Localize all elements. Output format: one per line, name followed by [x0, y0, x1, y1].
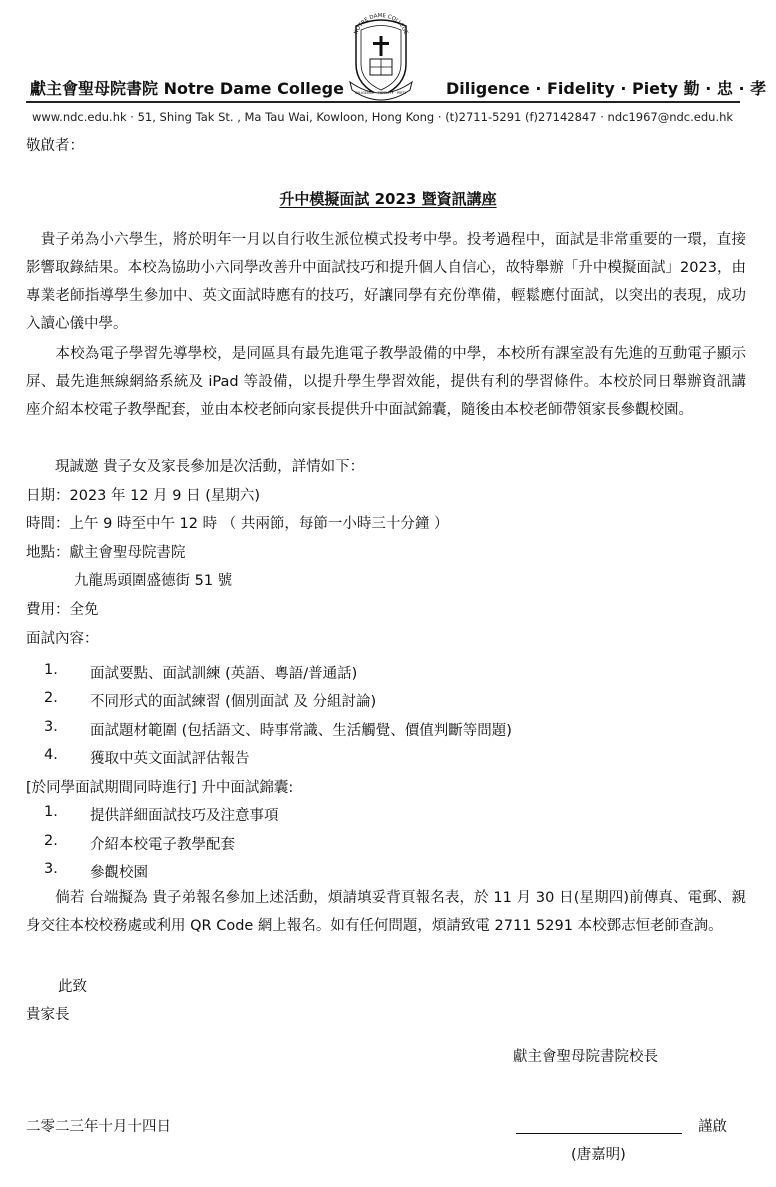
letter-title: 升中模擬面試 2023 暨資訊講座	[279, 190, 497, 208]
registration-paragraph: 倘若 台端擬為 貴子弟報名參加上述活動，煩請填妥背頁報名表，於 11 月 30 日(星期四)前傳真、電郵、親身交往本校校務處或利用 QR Code 網上報名。如有任何問題，煩請致電 2711 5291 本校鄧志恒老師查詢。	[26, 890, 746, 934]
parallel-item-number: 3.	[44, 861, 58, 877]
header-divider	[26, 101, 740, 103]
content-item: 面試要點、面試訓練 (英語、粵語/普通話)	[90, 666, 358, 682]
sender-title: 獻主會聖母院書院校長	[513, 1049, 658, 1065]
event-venue: 地點：獻主會聖母院書院	[26, 545, 186, 561]
invitation-line: 現誠邀 貴子女及家長參加是次活動，詳情如下：	[26, 459, 365, 475]
issue-date: 二零二三年十月十四日	[26, 1119, 171, 1135]
school-name: 獻主會聖母院書院 Notre Dame College	[30, 79, 344, 98]
parallel-item-number: 2.	[44, 833, 58, 849]
signature-line	[516, 1133, 682, 1134]
parallel-item: 介紹本校電子教學配套	[90, 837, 235, 853]
event-fee: 費用：全免	[26, 602, 99, 618]
content-item: 獲取中英文面試評估報告	[90, 751, 250, 767]
event-date: 日期：2023 年 12 月 9 日 (星期六)	[26, 488, 261, 504]
elearning-paragraph: 本校為電子學習先導學校，是同區具有最先進電子教學設備的中學，本校所有課室設有先進的互動電子顯示屏、最先進無線網絡系統及 iPad 等設備，以提升學生學習效能，提供有利的學習條件。本校於同日舉辦資訊講座介紹本校電子教學配套，並由本校老師向家長提供升中面試錦囊，隨後由本校老師帶領家長參觀校園。	[26, 346, 746, 418]
school-crest-icon	[346, 12, 416, 102]
crest-motto-text: DILIGENCE · FIDELITY · PIETY	[355, 91, 407, 95]
content-item-number: 2.	[44, 690, 58, 706]
signer-name: (唐嘉明)	[571, 1147, 626, 1163]
contact-line: www.ndc.edu.hk · 51, Shing Tak St. , Ma Tau Wai, Kowloon, Hong Kong · (t)2711-5291 (f)27142847 · ndc1967@ndc.edu.hk	[32, 110, 734, 124]
content-item-number: 1.	[44, 662, 58, 678]
closing: 此致	[58, 979, 87, 995]
venue-address: 九龍馬頭圍盛德街 51 號	[74, 573, 233, 589]
event-time: 時間：上午 9 時至中午 12 時 （ 共兩節，每節一小時三十分鐘 ）	[26, 516, 449, 532]
intro-paragraph: 貴子弟為小六學生，將於明年一月以自行收生派位模式投考中學。投考過程中，面試是非常重要的一環，直接影響取錄結果。本校為協助小六同學改善升中面試技巧和提升個人自信心，故特舉辦「升中模擬面試」2023，由專業老師指導學生參加中、英文面試時應有的技巧，好讓同學有充份準備，輕鬆應付面試，以突出的表現，成功入讀心儀中學。	[26, 232, 746, 332]
recipient: 貴家長	[26, 1007, 70, 1023]
content-item-number: 3.	[44, 719, 58, 735]
content-item-number: 4.	[44, 747, 58, 763]
parallel-item-number: 1.	[44, 804, 58, 820]
content-item: 不同形式的面試練習 (個別面試 及 分組討論)	[90, 694, 377, 710]
parallel-item: 參觀校園	[90, 865, 148, 881]
school-motto: Diligence · Fidelity · Piety 勤 · 忠 · 孝	[446, 79, 767, 98]
salutation: 敬啟者：	[26, 138, 84, 154]
content-label: 面試內容：	[26, 631, 99, 647]
crest-top-text: NOTRE DAME COLLEGE	[353, 12, 409, 36]
parallel-activity-label: [於同學面試期間同時進行] 升中面試錦囊:	[26, 780, 294, 796]
parallel-item: 提供詳細面試技巧及注意事項	[90, 808, 279, 824]
respectfully-text: 謹啟	[698, 1119, 727, 1135]
content-item: 面試題材範圍 (包括語文、時事常識、生活觸覺、價值判斷等問題)	[90, 723, 512, 739]
